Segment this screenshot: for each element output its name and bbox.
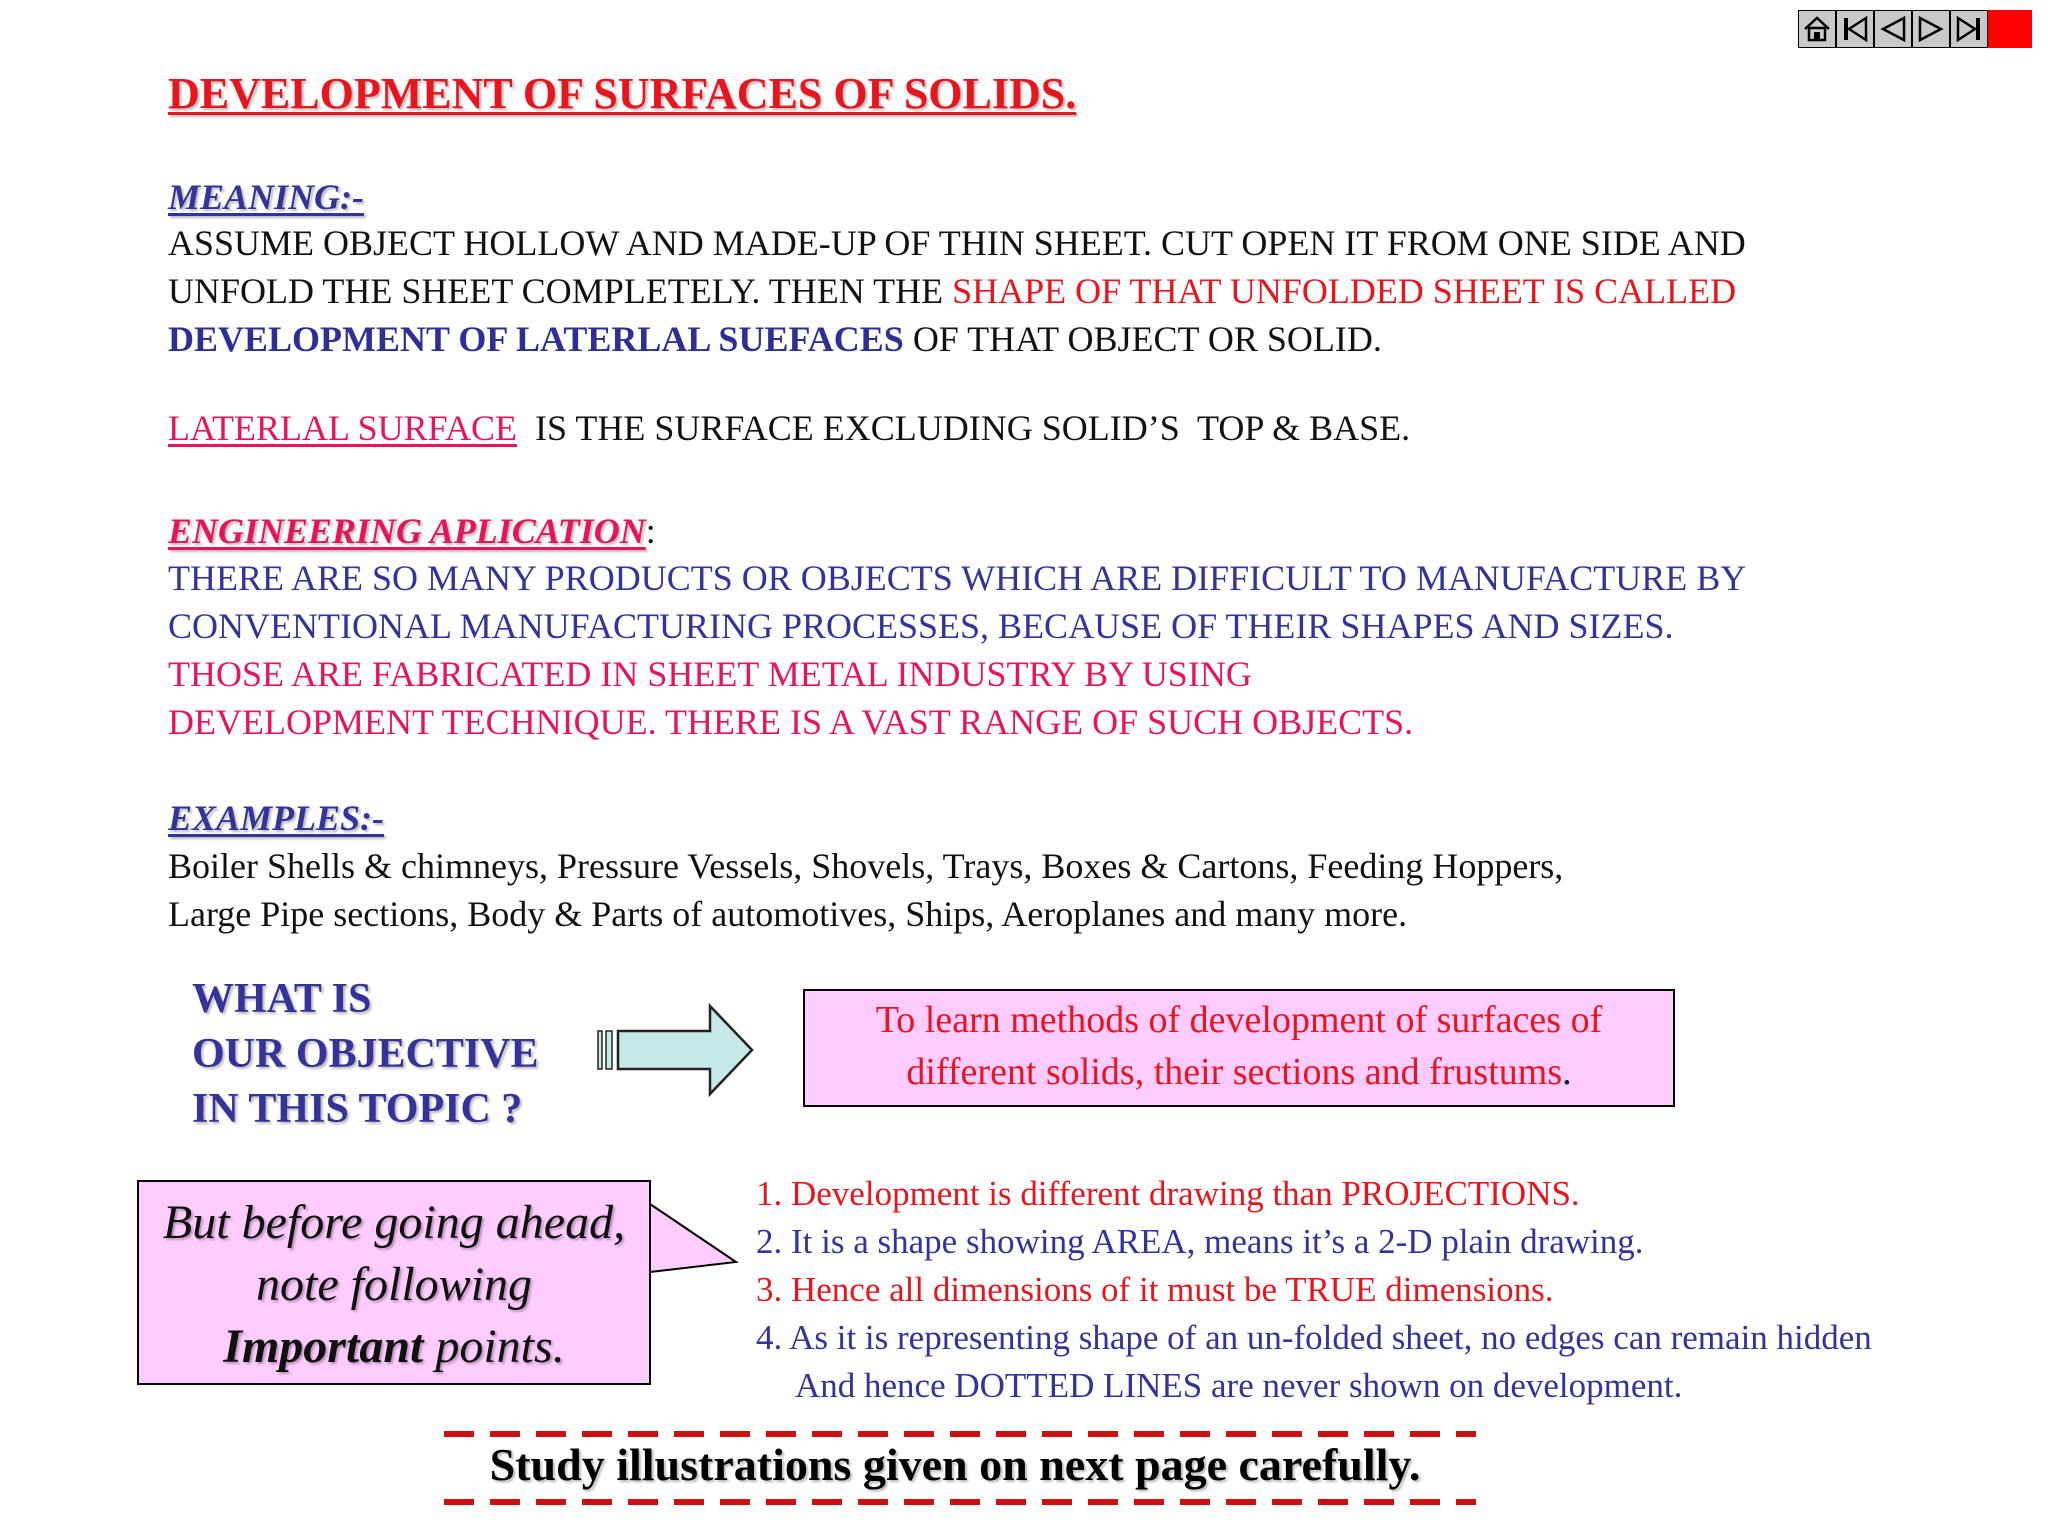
home-icon xyxy=(1802,14,1832,44)
objective-answer-line-2 xyxy=(805,1046,1673,1098)
right-arrow-icon xyxy=(596,1000,756,1100)
objective-answer-line-1: To learn methods of development of surfaces of xyxy=(875,999,1603,1041)
application-line-3: THOSE ARE FABRICATED IN SHEET METAL INDUSTRY BY USING xyxy=(168,654,1252,694)
meaning-line-3 xyxy=(168,318,1382,360)
examples-line-2: Large Pipe sections, Body & Parts of automotives, Ships, Aeroplanes and many more. xyxy=(168,894,1408,934)
application-line-1: THERE ARE SO MANY PRODUCTS OR OBJECTS WHICH ARE DIFFICULT TO MANUFACTURE BY xyxy=(168,558,1747,598)
meaning-line-2-text: UNFOLD THE SHEET COMPLETELY. THEN THE xyxy=(168,271,953,311)
lateral-surface-term: LATERLAL SURFACE xyxy=(168,408,518,448)
objective-answer-period: . xyxy=(1562,1051,1572,1093)
stop-button[interactable] xyxy=(1988,10,2032,48)
next-slide-icon xyxy=(1916,14,1946,44)
note-line-3 xyxy=(139,1316,649,1378)
objective-question-line-1: WHAT IS xyxy=(192,976,372,1022)
meaning-line-3-text: OF THAT OBJECT OR SOLID. xyxy=(903,319,1382,359)
point-2: 2. It is a shape showing AREA, means it’s a 2-D plain drawing. xyxy=(756,1222,1644,1261)
objective-question-line-2: OUR OBJECTIVE xyxy=(192,1031,539,1077)
objective-question-line-3: IN THIS TOPIC ? xyxy=(192,1086,523,1132)
application-colon: : xyxy=(645,511,656,551)
development-term: DEVELOPMENT OF LATERLAL SUEFACES xyxy=(168,319,904,359)
next-slide-button[interactable] xyxy=(1912,10,1950,48)
slide-title: DEVELOPMENT OF SURFACES OF SOLIDS. xyxy=(168,69,1077,118)
note-line-3-rest: points. xyxy=(423,1320,565,1373)
first-slide-button[interactable] xyxy=(1836,10,1874,48)
objective-answer-line-2-text: different solids, their sections and frustums xyxy=(906,1051,1563,1093)
previous-slide-button[interactable] xyxy=(1874,10,1912,48)
application-line-4: DEVELOPMENT TECHNIQUE. THERE IS A VAST RANGE OF SUCH OBJECTS. xyxy=(168,702,1414,742)
examples-line-1: Boiler Shells & chimneys, Pressure Vessels, Shovels, Trays, Boxes & Cartons, Feeding Hoppers, xyxy=(168,846,1564,886)
lateral-surface-line xyxy=(168,407,1410,449)
first-slide-icon xyxy=(1840,14,1870,44)
last-slide-button[interactable] xyxy=(1950,10,1988,48)
application-heading: ENGINEERING APLICATION xyxy=(168,511,646,551)
note-important: Important xyxy=(223,1320,424,1373)
application-line-2: CONVENTIONAL MANUFACTURING PROCESSES, BECAUSE OF THEIR SHAPES AND SIZES. xyxy=(168,606,1674,646)
point-4: 4. As it is representing shape of an un-folded sheet, no edges can remain hidden xyxy=(756,1318,1872,1357)
dashed-line-bottom xyxy=(440,1496,1480,1508)
meaning-line-1: ASSUME OBJECT HOLLOW AND MADE-UP OF THIN SHEET. CUT OPEN IT FROM ONE SIDE AND xyxy=(168,223,1746,263)
callout-pointer xyxy=(640,1200,740,1310)
point-1: 1. Development is different drawing than PROJECTIONS. xyxy=(756,1174,1580,1213)
note-callout-box xyxy=(137,1180,651,1385)
meaning-highlight: SHAPE OF THAT UNFOLDED SHEET IS CALLED xyxy=(952,271,1737,311)
point-4-continued: And hence DOTTED LINES are never shown on development. xyxy=(795,1366,1683,1405)
study-instruction: Study illustrations given on next page carefully. xyxy=(489,1439,1421,1490)
note-line-1: But before going ahead, xyxy=(162,1196,626,1249)
meaning-line-2 xyxy=(168,270,1736,312)
objective-question xyxy=(192,972,539,1137)
examples-heading: EXAMPLES:- xyxy=(168,798,385,838)
note-line-2: note following xyxy=(256,1258,532,1311)
previous-slide-icon xyxy=(1878,14,1908,44)
slide-nav-bar xyxy=(1798,10,2038,50)
last-slide-icon xyxy=(1954,14,1984,44)
objective-answer-box xyxy=(803,989,1675,1107)
lateral-surface-definition: IS THE SURFACE EXCLUDING SOLID’S TOP & BASE. xyxy=(517,408,1411,448)
meaning-heading: MEANING:- xyxy=(168,177,365,217)
application-heading-line xyxy=(168,510,656,552)
point-3: 3. Hence all dimensions of it must be TRUE dimensions. xyxy=(756,1270,1554,1309)
home-button[interactable] xyxy=(1798,10,1836,48)
